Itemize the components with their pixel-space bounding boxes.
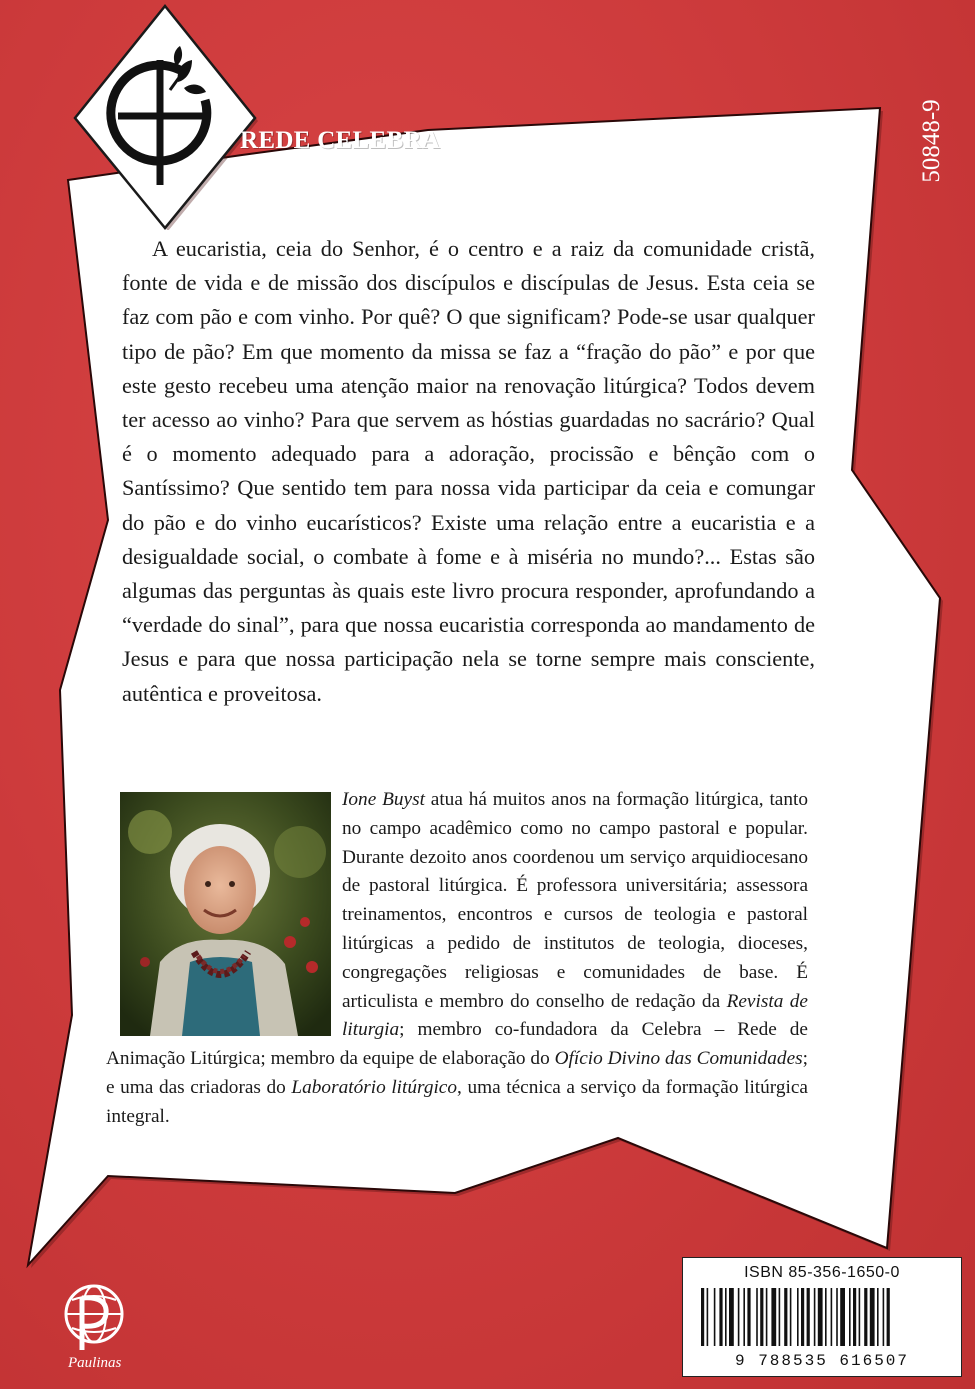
author-name: Ione Buyst bbox=[342, 789, 425, 810]
synopsis-text: A eucaristia, ceia do Senhor, é o centro e a raiz da comunidade cristã, fonte de vida e de missão dos discípulos e discípulas de Jesus. Esta ceia se faz com pão e com vinho. Por quê? O que significam? Pode-se usar qualquer tipo de pão? Em que momento da missa se faz a “fração do pão” e por que este gesto recebeu uma atenção maior na renovação litúrgica? Todos devem ter acesso ao vinho? Para que servem as hóstias guardadas no sacrário? Qual é o momento adequado para a adoração, procissão e bênção com o Santíssimo? Que sentido tem para nossa vida participar da ceia e comungar do pão e do vinho eucarísticos? Existe uma relação entre a eucaristia e a desigualdade social, o combate à fome e à miséria no mundo?... Estas são algumas das perguntas às quais este livro procura responder, aprofundando a “verdade do sinal”, para que nossa eucaristia corresponda ao mandamento de Jesus e para que nossa participação nela se torne sempre mais consciente, autêntica e proveitosa. bbox=[122, 236, 815, 706]
catalog-code: 50848-9 bbox=[918, 99, 945, 183]
paulinas-globe-logo bbox=[56, 1278, 136, 1358]
publisher-name: Paulinas bbox=[68, 1355, 122, 1371]
author-bio: Ione Buyst atua há muitos anos na formação litúrgica, tanto no campo acadêmico como no campo pastoral e popular. Durante dezoito anos coordenou um serviço arquidiocesano de pastoral litúrgica. É professora universitária; assessora treinamentos, encontros e cursos de teologia e pastoral litúrgicas a pedido de institutos de teologia, dioceses, congregações religiosas e comunidades de base. É articulista e membro do conselho de redação da Revista de liturgia; membro co-fundadora da Celebra – Rede de Animação Litúrgica; membro da equipe de elaboração do Ofício Divino das Comunidades; e uma das criadoras do Laboratório litúrgico, uma técnica a serviço da formação litúrgica integral. bbox=[106, 789, 808, 1127]
barcode-icon bbox=[701, 1288, 943, 1346]
series-logo bbox=[0, 0, 260, 230]
series-label: REDE CELEBRA bbox=[240, 127, 441, 154]
isbn-barcode-box bbox=[682, 1257, 962, 1377]
isbn-label: ISBN 85-356-1650-0 bbox=[744, 1264, 900, 1281]
barcode-digits: 9 788535 616507 bbox=[734, 1352, 910, 1370]
